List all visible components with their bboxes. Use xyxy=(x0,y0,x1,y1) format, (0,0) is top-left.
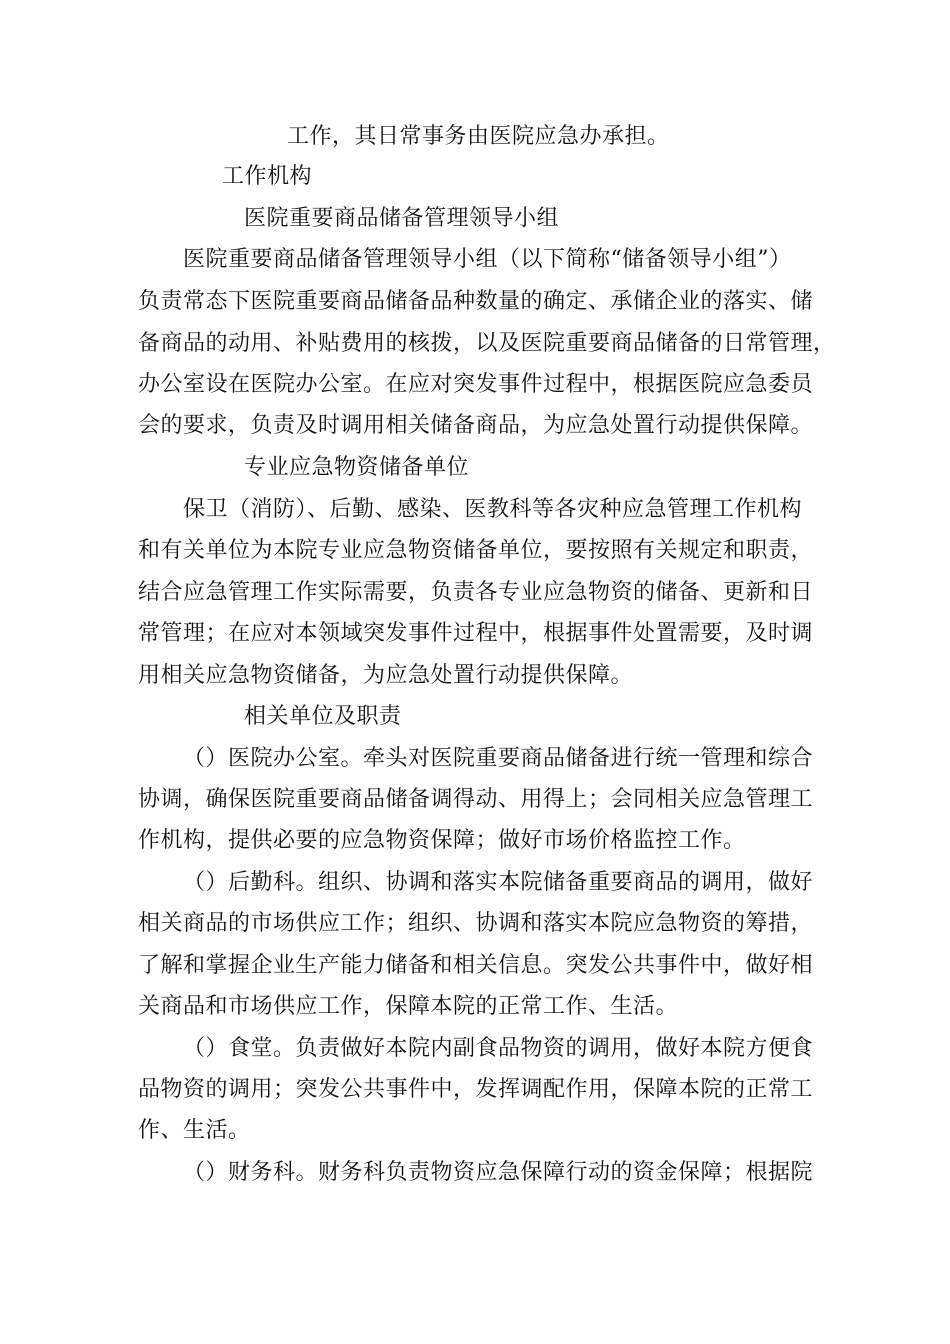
subsection-heading: 医院重要商品储备管理领导小组 xyxy=(244,206,560,231)
text-line: 了解和掌握企业生产能力储备和相关信息。突发公共事件中，做好相 xyxy=(138,953,814,978)
text-line: 工作，其日常事务由医院应急办承担。 xyxy=(287,124,670,149)
subsection-heading: 相关单位及职责 xyxy=(244,704,402,729)
text-line: 负责常态下医院重要商品储备品种数量的确定、承储企业的落实、储 xyxy=(138,289,814,314)
text-line: 保卫（消防）、后勤、感染、医教科等各灾种应急管理工作机构 xyxy=(183,497,803,522)
text-line: 医院重要商品储备管理领导小组（以下简称“储备领导小组”） xyxy=(183,247,792,272)
text-line: （）财务科。财务科负责物资应急保障行动的资金保障；根据院 xyxy=(183,1160,814,1185)
text-line: 备商品的动用、补贴费用的核拨，以及医院重要商品储备的日常管理， xyxy=(138,331,836,356)
text-line: 关商品和市场供应工作，保障本院的正常工作、生活。 xyxy=(138,994,679,1019)
text-line: （）后勤科。组织、协调和落实本院储备重要商品的调用，做好 xyxy=(183,870,814,895)
text-line: 结合应急管理工作实际需要，负责各专业应急物资的储备、更新和日 xyxy=(138,580,814,605)
text-line: （）食堂。负责做好本院内副食品物资的调用，做好本院方便食 xyxy=(183,1036,814,1061)
section-heading: 工作机构 xyxy=(222,164,313,189)
text-line: （）医院办公室。牵头对医院重要商品储备进行统一管理和综合 xyxy=(183,746,814,771)
text-line: 协调，确保医院重要商品储备调得动、用得上；会同相关应急管理工 xyxy=(138,787,814,812)
text-line: 相关商品的市场供应工作；组织、协调和落实本院应急物资的筹措， xyxy=(138,911,814,936)
text-line: 作、生活。 xyxy=(138,1118,251,1143)
text-line: 常管理；在应对本领域突发事件过程中，根据事件处置需要，及时调 xyxy=(138,621,814,646)
text-line: 办公室设在医院办公室。在应对突发事件过程中，根据医院应急委员 xyxy=(138,372,814,397)
text-line: 用相关应急物资储备，为应急处置行动提供保障。 xyxy=(138,663,634,688)
subsection-heading: 专业应急物资储备单位 xyxy=(244,455,470,480)
text-line: 品物资的调用；突发公共事件中，发挥调配作用，保障本院的正常工 xyxy=(138,1077,814,1102)
text-line: 和有关单位为本院专业应急物资储备单位，要按照有关规定和职责， xyxy=(138,538,814,563)
text-line: 会的要求，负责及时调用相关储备商品，为应急处置行动提供保障。 xyxy=(138,413,814,438)
text-line: 作机构，提供必要的应急物资保障；做好市场价格监控工作。 xyxy=(138,828,746,853)
